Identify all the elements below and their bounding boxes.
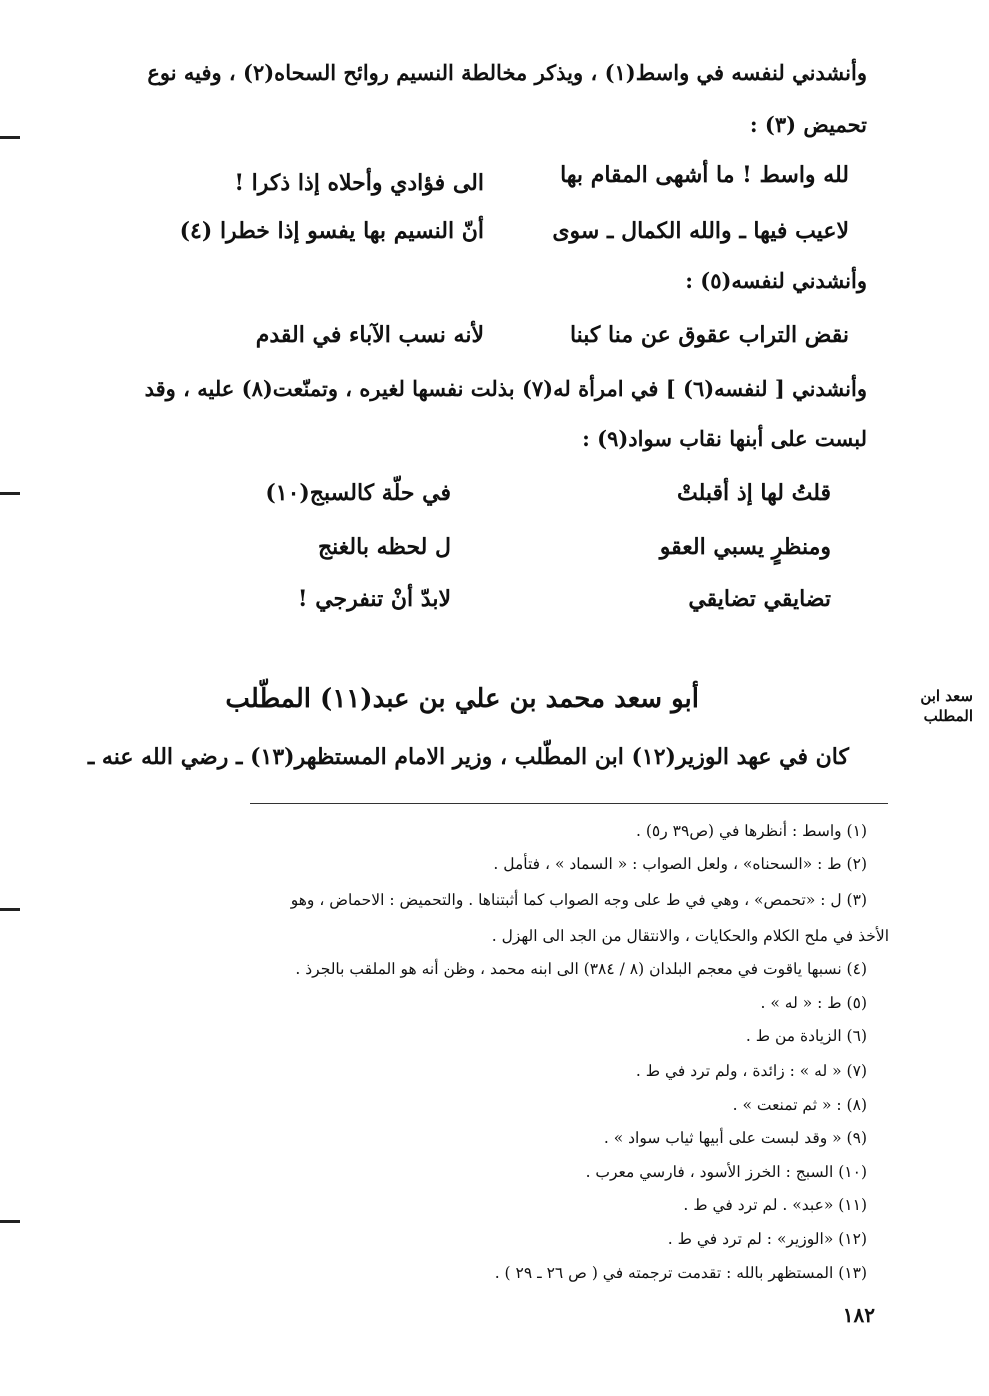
paragraph-3-line-1: وأنشدني [ لنفسه(٦) ] في امرأة له(٧) بذلت نفسها لغيره ، وتمنّعت(٨) عليه ، وقد [144,376,867,401]
verse-6-second-hemistich: لابدّ أنْ تنفرجي ! [297,586,451,612]
footnote-2: (٢) ط : «السحناه» ، ولعل الصواب : « السماد » ، فتأمل . [493,855,867,873]
verse-6-first-hemistich: تضايقي تضايقي [688,586,831,612]
paragraph-2: وأنشدني لنفسه(٥) : [685,268,867,293]
scan-edge-mark [0,492,20,495]
footnote-12: (١٢) «الوزير» : لم ترد في ط . [667,1230,867,1248]
scan-edge-mark [0,1220,20,1223]
paragraph-3-line-2: لبست على أبنها نقاب سواد(٩) : [582,426,867,451]
footnote-3-continued: الأخذ في ملح الكلام والحكايات ، والانتقال من الجد الى الهزل . [491,927,889,945]
footnote-1: (١) واسط : أنظرها في (ص٣٩ ر٥) . [636,822,867,840]
margin-note-line-1: سعد ابن [920,687,973,705]
footnote-8: (٨) : « ثم تمنعت » . [732,1096,867,1114]
section-heading: أبو سعد محمد بن علي بن عبد(١١) المطّلب [225,684,699,714]
footnote-11: (١١) «عبد» . لم ترد في ط . [683,1196,867,1214]
scan-edge-mark [0,136,20,139]
verse-1-first-hemistich: لله واسط ! ما أشهى المقام بها [560,162,849,188]
verse-2-first-hemistich: لاعيب فيها ـ والله الكمال ـ سوى [552,218,849,244]
verse-3-first-hemistich: نقض التراب عقوق عن منا كبنا [569,322,849,348]
footnote-9: (٩) « وقد لبست على أبيها ثياب سواد » . [603,1129,867,1147]
page-number: ١٨٢ [842,1303,875,1327]
footnote-13: (١٣) المستظهر بالله : تقدمت ترجمته في ( ص ٢٦ ـ ٢٩ ) . [494,1264,867,1282]
footnote-4: (٤) نسبها ياقوت في معجم البلدان (٨ / ٣٨٤) الى ابنه محمد ، وظن أنه هو الملقب بالجرذ . [295,960,867,978]
verse-4-second-hemistich: في حلّة كالسبج(١٠) [265,480,451,506]
verse-5-second-hemistich: ل لحظه بالغنج [317,534,451,560]
footnote-5: (٥) ط : « له » . [760,994,867,1012]
verse-5-first-hemistich: ومنظرٍ يسبي العقو [659,534,831,560]
verse-2-second-hemistich: أنّ النسيم بها يفسو إذا خطرا (٤) [179,218,484,244]
paragraph-1-line-2: تحميض (٣) : [749,112,867,137]
scan-edge-mark [0,908,20,911]
verse-3-second-hemistich: لأنه نسب الآباء في القدم [255,322,484,348]
footnote-7: (٧) « له » : زائدة ، ولم ترد في ط . [635,1062,867,1080]
margin-note [920,686,973,726]
verse-1-second-hemistich: الى فؤادي وأحلاه إذا ذكرا ! [234,170,484,196]
footnote-rule [250,803,888,804]
paragraph-1-line-1: وأنشدني لنفسه في واسط(١) ، ويذكر مخالطة النسيم روائح السحاه(٢) ، وفيه نوع [147,60,867,85]
footnote-10: (١٠) السبج : الخرز الأسود ، فارسي معرب . [585,1163,867,1181]
footnote-3: (٣) ل : «تحمص» ، وهي في ط على وجه الصواب كما أثبتناها . والتحميض : الاحماض ، وهو [290,891,867,909]
margin-note-line-2: المطلب [923,707,973,725]
verse-4-first-hemistich: قلتُ لها إذ أقبلتْ [677,480,831,506]
biography-intro: كان في عهد الوزير(١٢) ابن المطّلب ، وزير الامام المستظهر(١٣) ـ رضي الله عنه ـ [87,744,849,770]
footnote-6: (٦) الزيادة من ط . [745,1027,867,1045]
